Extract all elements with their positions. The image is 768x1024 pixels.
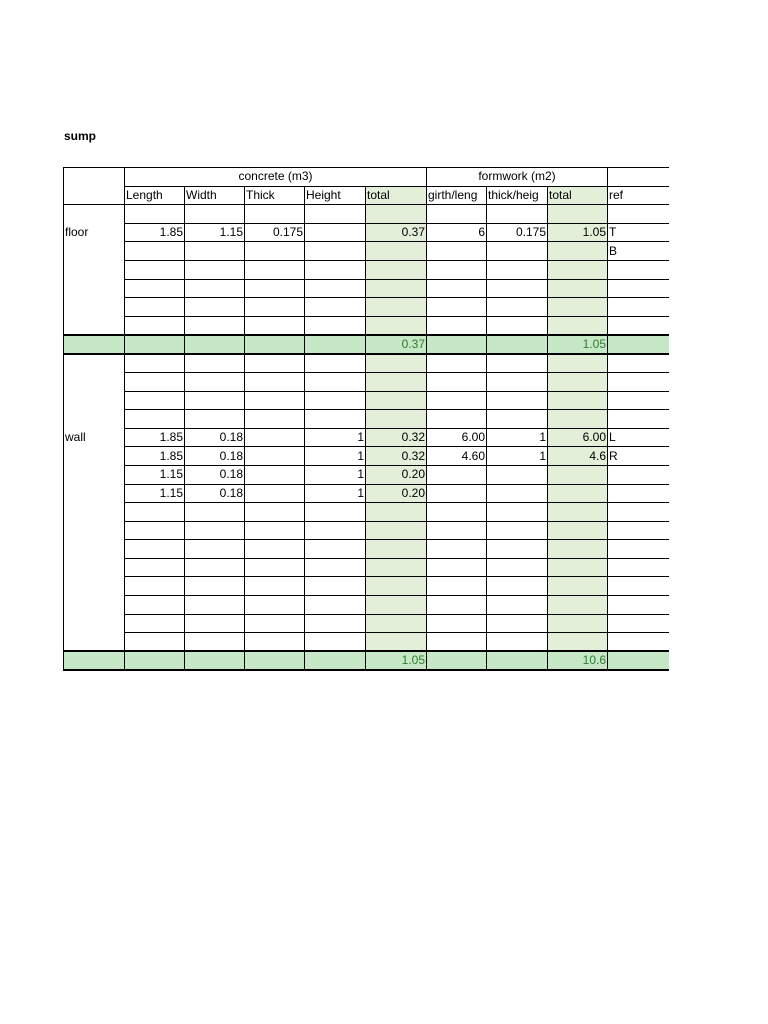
wall-label-cell[interactable] — [64, 354, 125, 373]
wall-cell[interactable] — [487, 503, 548, 522]
floor-subtotal-cell[interactable] — [305, 335, 366, 354]
wall-cell[interactable] — [185, 372, 245, 391]
floor-cell[interactable] — [245, 205, 305, 224]
floor-cell[interactable] — [245, 298, 305, 317]
wall-cell[interactable] — [185, 503, 245, 522]
wall-subtotal-row — [64, 651, 669, 670]
wall-label-cell[interactable] — [64, 484, 125, 503]
wall-cell[interactable]: 1 — [305, 428, 366, 447]
wall-cell[interactable] — [245, 391, 305, 410]
wall-label-cell[interactable] — [64, 372, 125, 391]
wall-subtotal-cell[interactable] — [185, 651, 245, 670]
floor-cell[interactable] — [305, 242, 366, 261]
wall-cell[interactable] — [125, 558, 185, 577]
floor-cell[interactable] — [427, 242, 487, 261]
corner-cell[interactable] — [64, 168, 125, 205]
wall-cell[interactable]: R — [608, 447, 669, 466]
wall-cell[interactable] — [245, 447, 305, 466]
wall-cell[interactable] — [548, 484, 608, 503]
wall-cell[interactable] — [245, 354, 305, 373]
wall-cell[interactable] — [125, 410, 185, 429]
floor-subtotal-row — [64, 335, 669, 354]
floor-cell[interactable]: 1.85 — [125, 223, 185, 242]
wall-cell[interactable] — [185, 633, 245, 652]
wall-cell[interactable] — [366, 372, 427, 391]
wall-cell[interactable] — [366, 540, 427, 559]
wall-subtotal-cell[interactable] — [608, 651, 669, 670]
floor-row — [64, 298, 669, 317]
wall-label-cell[interactable]: wall — [64, 428, 125, 447]
wall-cell[interactable]: 0.18 — [185, 428, 245, 447]
floor-subtotal-cell[interactable] — [245, 335, 305, 354]
floor-cell[interactable] — [548, 205, 608, 224]
floor-label-cell[interactable]: floor — [64, 223, 125, 242]
wall-cell[interactable] — [185, 614, 245, 633]
floor-cell[interactable] — [427, 205, 487, 224]
wall-cell[interactable]: 1 — [487, 428, 548, 447]
floor-cell[interactable] — [125, 279, 185, 298]
wall-cell[interactable] — [487, 354, 548, 373]
wall-cell[interactable] — [185, 521, 245, 540]
wall-cell[interactable]: 0.32 — [366, 428, 427, 447]
floor-cell[interactable] — [487, 242, 548, 261]
wall-cell[interactable]: 0.32 — [366, 447, 427, 466]
wall-cell[interactable] — [548, 540, 608, 559]
floor-cell[interactable] — [245, 316, 305, 335]
floor-cell[interactable] — [185, 279, 245, 298]
wall-cell[interactable] — [125, 577, 185, 596]
wall-cell[interactable] — [245, 614, 305, 633]
wall-label-cell[interactable] — [64, 391, 125, 410]
wall-cell[interactable] — [548, 410, 608, 429]
wall-cell[interactable] — [125, 521, 185, 540]
floor-subtotal-cell[interactable] — [608, 335, 669, 354]
wall-cell[interactable] — [548, 503, 608, 522]
wall-cell[interactable] — [608, 558, 669, 577]
floor-cell[interactable] — [245, 279, 305, 298]
floor-label-cell[interactable] — [64, 279, 125, 298]
wall-cell[interactable] — [548, 391, 608, 410]
wall-label-cell[interactable] — [64, 596, 125, 615]
wall-label-cell[interactable] — [64, 503, 125, 522]
floor-label-cell[interactable] — [64, 242, 125, 261]
column-header-width[interactable]: Width — [185, 186, 245, 205]
wall-cell[interactable] — [185, 354, 245, 373]
wall-cell[interactable] — [245, 410, 305, 429]
floor-cell[interactable] — [305, 223, 366, 242]
floor-cell[interactable] — [125, 242, 185, 261]
ref-group-header[interactable] — [608, 168, 669, 187]
floor-subtotal-cell[interactable]: 0.37 — [366, 335, 427, 354]
wall-row — [64, 428, 669, 447]
floor-cell[interactable] — [608, 260, 669, 279]
wall-cell[interactable] — [608, 372, 669, 391]
wall-cell[interactable]: 0.20 — [366, 465, 427, 484]
floor-cell[interactable] — [305, 260, 366, 279]
wall-cell[interactable] — [125, 614, 185, 633]
wall-cell[interactable]: 1.85 — [125, 447, 185, 466]
wall-cell[interactable] — [305, 558, 366, 577]
wall-row — [64, 540, 669, 559]
floor-row — [64, 223, 669, 242]
floor-label-cell[interactable] — [64, 205, 125, 224]
wall-cell[interactable] — [548, 465, 608, 484]
wall-cell[interactable] — [427, 596, 487, 615]
floor-row — [64, 260, 669, 279]
wall-cell[interactable] — [185, 577, 245, 596]
wall-cell[interactable] — [608, 521, 669, 540]
floor-cell[interactable] — [185, 316, 245, 335]
floor-cell[interactable] — [366, 260, 427, 279]
column-header-thick-heig[interactable]: thick/heig — [487, 186, 548, 205]
wall-cell[interactable] — [608, 484, 669, 503]
wall-subtotal-cell[interactable] — [245, 651, 305, 670]
wall-cell[interactable] — [366, 391, 427, 410]
wall-cell[interactable] — [548, 521, 608, 540]
wall-subtotal-cell[interactable] — [487, 651, 548, 670]
wall-label-cell[interactable] — [64, 465, 125, 484]
column-header-thick[interactable]: Thick — [245, 186, 305, 205]
wall-cell[interactable]: 1 — [487, 447, 548, 466]
wall-cell[interactable] — [305, 410, 366, 429]
floor-cell[interactable] — [125, 316, 185, 335]
wall-cell[interactable] — [548, 577, 608, 596]
wall-cell[interactable] — [185, 391, 245, 410]
floor-row — [64, 279, 669, 298]
floor-cell[interactable]: 0.37 — [366, 223, 427, 242]
wall-cell[interactable] — [427, 614, 487, 633]
wall-cell[interactable] — [185, 558, 245, 577]
wall-cell[interactable] — [366, 354, 427, 373]
wall-row — [64, 577, 669, 596]
wall-cell[interactable] — [245, 558, 305, 577]
wall-cell[interactable] — [305, 521, 366, 540]
wall-cell[interactable] — [305, 354, 366, 373]
wall-subtotal-cell[interactable] — [125, 651, 185, 670]
wall-label-cell[interactable] — [64, 577, 125, 596]
wall-cell[interactable] — [608, 391, 669, 410]
wall-cell[interactable] — [427, 577, 487, 596]
wall-row — [64, 372, 669, 391]
wall-cell[interactable] — [185, 410, 245, 429]
wall-cell[interactable] — [487, 540, 548, 559]
floor-cell[interactable] — [427, 316, 487, 335]
floor-cell[interactable] — [427, 298, 487, 317]
wall-cell[interactable] — [608, 540, 669, 559]
column-header-girth-leng[interactable]: girth/leng — [427, 186, 487, 205]
wall-cell[interactable] — [125, 596, 185, 615]
sheet-title: sump — [64, 129, 97, 143]
wall-cell[interactable] — [366, 558, 427, 577]
wall-cell[interactable]: 0.18 — [185, 447, 245, 466]
floor-cell[interactable] — [305, 316, 366, 335]
wall-subtotal-cell[interactable]: 10.6 — [548, 651, 608, 670]
floor-cell[interactable] — [245, 242, 305, 261]
floor-subtotal-cell[interactable] — [185, 335, 245, 354]
floor-cell[interactable] — [305, 205, 366, 224]
wall-cell[interactable] — [305, 391, 366, 410]
wall-cell[interactable] — [245, 596, 305, 615]
wall-cell[interactable] — [245, 540, 305, 559]
wall-row — [64, 484, 669, 503]
wall-cell[interactable] — [366, 410, 427, 429]
wall-cell[interactable] — [608, 577, 669, 596]
wall-cell[interactable] — [427, 503, 487, 522]
floor-cell[interactable] — [548, 242, 608, 261]
wall-label-cell[interactable] — [64, 410, 125, 429]
wall-cell[interactable] — [487, 372, 548, 391]
wall-cell[interactable] — [245, 428, 305, 447]
floor-cell[interactable] — [608, 279, 669, 298]
floor-cell[interactable] — [366, 298, 427, 317]
wall-subtotal-cell[interactable] — [305, 651, 366, 670]
floor-row — [64, 242, 669, 261]
floor-cell[interactable]: T — [608, 223, 669, 242]
column-header-height[interactable]: Height — [305, 186, 366, 205]
wall-cell[interactable] — [487, 465, 548, 484]
floor-row — [64, 205, 669, 224]
floor-cell[interactable] — [305, 279, 366, 298]
wall-row — [64, 447, 669, 466]
wall-cell[interactable] — [487, 614, 548, 633]
wall-cell[interactable] — [548, 558, 608, 577]
wall-cell[interactable] — [125, 503, 185, 522]
wall-cell[interactable] — [487, 391, 548, 410]
group-header-row — [64, 168, 669, 187]
wall-cell[interactable]: 1.15 — [125, 465, 185, 484]
floor-cell[interactable] — [245, 260, 305, 279]
wall-cell[interactable] — [608, 503, 669, 522]
wall-cell[interactable] — [366, 577, 427, 596]
wall-cell[interactable] — [487, 521, 548, 540]
wall-cell[interactable] — [125, 354, 185, 373]
wall-row — [64, 503, 669, 522]
wall-cell[interactable] — [427, 558, 487, 577]
wall-cell[interactable] — [427, 391, 487, 410]
wall-cell[interactable] — [366, 521, 427, 540]
wall-cell[interactable] — [608, 596, 669, 615]
wall-label-cell[interactable] — [64, 558, 125, 577]
floor-cell[interactable] — [366, 316, 427, 335]
column-header-ref[interactable]: ref — [608, 186, 669, 205]
floor-cell[interactable] — [427, 260, 487, 279]
wall-cell[interactable] — [608, 614, 669, 633]
wall-row — [64, 596, 669, 615]
wall-cell[interactable] — [548, 614, 608, 633]
floor-cell[interactable]: 1.15 — [185, 223, 245, 242]
floor-cell[interactable] — [125, 260, 185, 279]
wall-row — [64, 521, 669, 540]
wall-cell[interactable]: 1 — [305, 484, 366, 503]
wall-row — [64, 410, 669, 429]
wall-cell[interactable]: 0.18 — [185, 484, 245, 503]
wall-cell[interactable] — [608, 465, 669, 484]
column-header-row — [64, 186, 669, 205]
wall-cell[interactable] — [185, 596, 245, 615]
wall-cell[interactable] — [245, 503, 305, 522]
wall-cell[interactable]: L — [608, 428, 669, 447]
wall-cell[interactable] — [305, 614, 366, 633]
wall-cell[interactable] — [305, 596, 366, 615]
wall-cell[interactable]: 1.15 — [125, 484, 185, 503]
wall-cell[interactable] — [427, 354, 487, 373]
wall-cell[interactable] — [487, 577, 548, 596]
floor-cell[interactable] — [185, 242, 245, 261]
floor-cell[interactable] — [487, 298, 548, 317]
column-header-length[interactable]: Length — [125, 186, 185, 205]
wall-cell[interactable] — [487, 484, 548, 503]
wall-cell[interactable] — [305, 577, 366, 596]
floor-cell[interactable] — [548, 279, 608, 298]
wall-cell[interactable] — [427, 484, 487, 503]
wall-row — [64, 614, 669, 633]
wall-cell[interactable] — [608, 354, 669, 373]
wall-cell[interactable] — [305, 633, 366, 652]
floor-subtotal-cell[interactable]: 1.05 — [548, 335, 608, 354]
floor-cell[interactable] — [125, 205, 185, 224]
wall-cell[interactable] — [427, 633, 487, 652]
floor-cell[interactable] — [548, 316, 608, 335]
wall-cell[interactable] — [125, 540, 185, 559]
wall-cell[interactable] — [245, 633, 305, 652]
wall-row — [64, 354, 669, 373]
column-header-total[interactable]: total — [366, 186, 427, 205]
wall-row — [64, 633, 669, 652]
wall-cell[interactable] — [245, 521, 305, 540]
floor-subtotal-cell[interactable] — [64, 335, 125, 354]
wall-subtotal-cell[interactable] — [64, 651, 125, 670]
wall-cell[interactable] — [245, 372, 305, 391]
wall-cell[interactable] — [245, 484, 305, 503]
wall-cell[interactable] — [366, 596, 427, 615]
wall-row — [64, 558, 669, 577]
wall-cell[interactable] — [487, 410, 548, 429]
wall-subtotal-cell[interactable]: 1.05 — [366, 651, 427, 670]
wall-cell[interactable] — [608, 410, 669, 429]
wall-cell[interactable] — [427, 465, 487, 484]
floor-cell[interactable] — [366, 242, 427, 261]
wall-cell[interactable] — [608, 633, 669, 652]
wall-cell[interactable] — [125, 633, 185, 652]
wall-cell[interactable] — [548, 596, 608, 615]
floor-cell[interactable] — [366, 205, 427, 224]
wall-cell[interactable]: 4.60 — [427, 447, 487, 466]
floor-cell[interactable] — [185, 260, 245, 279]
wall-cell[interactable] — [305, 503, 366, 522]
floor-cell[interactable] — [125, 298, 185, 317]
wall-cell[interactable] — [427, 540, 487, 559]
wall-row — [64, 391, 669, 410]
wall-cell[interactable] — [366, 503, 427, 522]
wall-cell[interactable]: 0.18 — [185, 465, 245, 484]
wall-cell[interactable] — [245, 465, 305, 484]
wall-cell[interactable]: 0.20 — [366, 484, 427, 503]
floor-label-cell[interactable] — [64, 260, 125, 279]
takeoff-table — [63, 167, 669, 671]
floor-cell[interactable]: 6 — [427, 223, 487, 242]
floor-label-cell[interactable] — [64, 316, 125, 335]
wall-cell[interactable] — [125, 372, 185, 391]
floor-cell[interactable] — [366, 279, 427, 298]
floor-cell[interactable] — [608, 205, 669, 224]
wall-cell[interactable]: 1.85 — [125, 428, 185, 447]
wall-cell[interactable] — [427, 521, 487, 540]
wall-cell[interactable] — [427, 372, 487, 391]
wall-cell[interactable] — [487, 633, 548, 652]
wall-cell[interactable] — [185, 540, 245, 559]
wall-label-cell[interactable] — [64, 633, 125, 652]
wall-cell[interactable] — [366, 614, 427, 633]
wall-cell[interactable]: 4.6 — [548, 447, 608, 466]
column-header-total[interactable]: total — [548, 186, 608, 205]
wall-cell[interactable] — [125, 391, 185, 410]
floor-cell[interactable] — [305, 298, 366, 317]
wall-cell[interactable] — [305, 540, 366, 559]
wall-cell[interactable] — [487, 558, 548, 577]
floor-label-cell[interactable] — [64, 298, 125, 317]
floor-cell[interactable] — [487, 279, 548, 298]
wall-cell[interactable] — [487, 596, 548, 615]
floor-cell[interactable] — [185, 298, 245, 317]
floor-cell[interactable] — [548, 260, 608, 279]
wall-cell[interactable]: 6.00 — [548, 428, 608, 447]
wall-label-cell[interactable] — [64, 521, 125, 540]
floor-cell[interactable] — [548, 298, 608, 317]
floor-cell[interactable]: 0.175 — [487, 223, 548, 242]
floor-cell[interactable]: 0.175 — [245, 223, 305, 242]
wall-cell[interactable]: 1 — [305, 465, 366, 484]
floor-cell[interactable] — [427, 279, 487, 298]
floor-cell[interactable] — [487, 316, 548, 335]
wall-cell[interactable] — [245, 577, 305, 596]
floor-subtotal-cell[interactable] — [125, 335, 185, 354]
floor-cell[interactable] — [185, 205, 245, 224]
wall-cell[interactable] — [548, 354, 608, 373]
wall-row — [64, 465, 669, 484]
wall-cell[interactable] — [305, 372, 366, 391]
wall-label-cell[interactable] — [64, 614, 125, 633]
floor-cell[interactable]: B — [608, 242, 669, 261]
wall-cell[interactable] — [427, 410, 487, 429]
wall-cell[interactable]: 6.00 — [427, 428, 487, 447]
wall-subtotal-cell[interactable] — [427, 651, 487, 670]
wall-label-cell[interactable] — [64, 447, 125, 466]
floor-cell[interactable] — [608, 298, 669, 317]
wall-cell[interactable]: 1 — [305, 447, 366, 466]
floor-cell[interactable] — [608, 316, 669, 335]
wall-cell[interactable] — [548, 372, 608, 391]
formwork-group-header[interactable]: formwork (m2) — [427, 168, 608, 187]
wall-cell[interactable] — [366, 633, 427, 652]
floor-subtotal-cell[interactable] — [487, 335, 548, 354]
floor-subtotal-cell[interactable] — [427, 335, 487, 354]
wall-cell[interactable] — [548, 633, 608, 652]
floor-row — [64, 316, 669, 335]
floor-cell[interactable] — [487, 260, 548, 279]
wall-label-cell[interactable] — [64, 540, 125, 559]
concrete-group-header[interactable]: concrete (m3) — [125, 168, 427, 187]
floor-cell[interactable] — [487, 205, 548, 224]
floor-cell[interactable]: 1.05 — [548, 223, 608, 242]
